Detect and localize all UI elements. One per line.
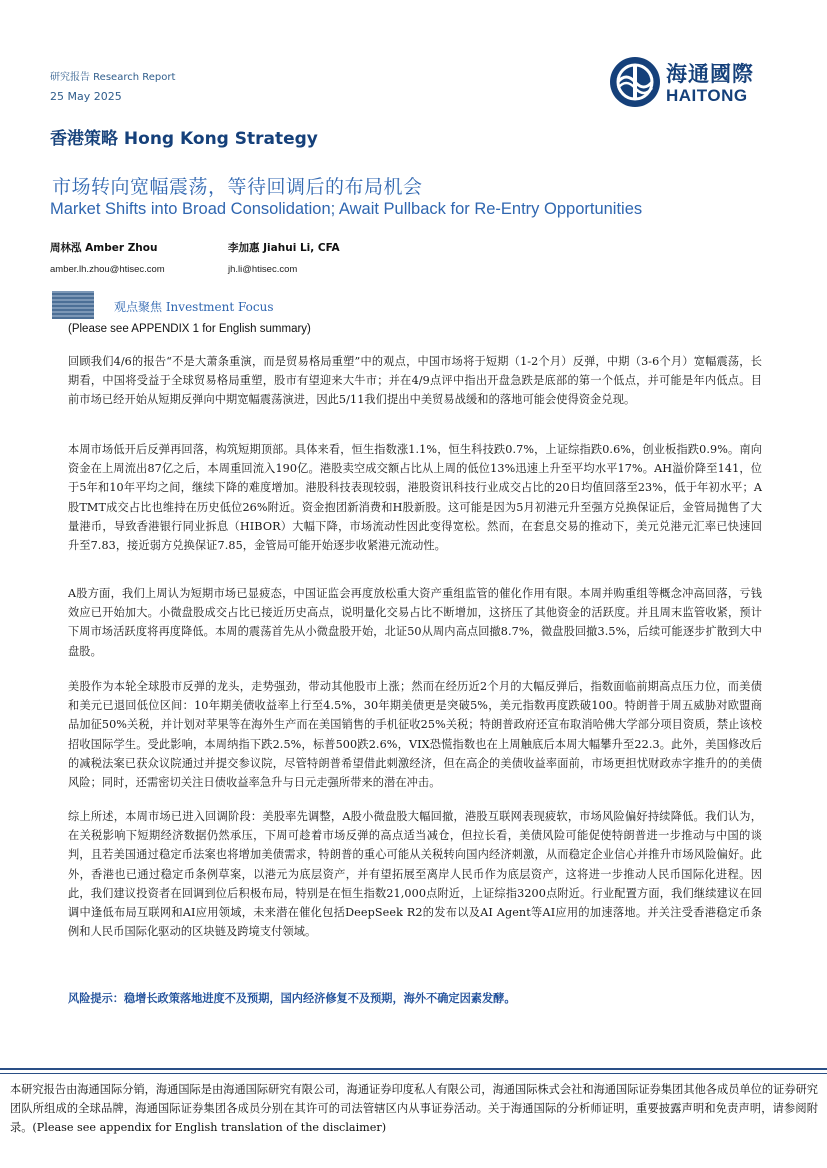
logo-name-cn: 海通國際: [666, 62, 754, 86]
focus-title: 观点聚焦 Investment Focus: [114, 300, 274, 314]
footer-disclaimer: 本研究报告由海通国际分销，海通国际是由海通国际研究有限公司，海通证券印度私人有限公司，海通国际株式会社和海通国际证券集团其他各成员单位的证券研究团队所组成的全球品牌，海通国际证券集团各成员分别在其许可的司法管辖区内从事证券活动。关于海通国际的分析师证明，重要披露声明和免责声明，请参阅附录。(Please see appendix for English translation of the disclaimer): [10, 1083, 818, 1134]
risk-warning: 风险提示：稳增长政策落地进度不及预期，国内经济修复不及预期，海外不确定因素发酵。: [68, 992, 516, 1005]
author-email-2[interactable]: jh.li@htisec.com: [228, 264, 298, 275]
paragraph-3: A股方面，我们上周认为短期市场已显疲态，中国证监会再度放松重大资产重组监管的催化作用有限。本周并购重组等概念冲高回落，亏钱效应已开始加大。小微盘股成交占比已接近历史高点，说明量化交易占比不断增加，这挤压了其他资金的活跃度。并且周末监管收紧，预计下周市场活跃度将再度降低。本周的震荡首先从小微盘股开始，北证50从周内高点回撤8.7%，微盘股回撤3.5%，后续可能逐步扩散到大中盘股。: [68, 587, 762, 658]
focus-bar-decoration: [52, 291, 94, 319]
report-type: 研究报告 Research Report: [50, 72, 176, 83]
haitong-logo-icon: [608, 55, 662, 109]
appendix-note: (Please see APPENDIX 1 for English summary): [68, 323, 311, 335]
paragraph-5: 综上所述，本周市场已进入回调阶段：美股率先调整，A股小微盘股大幅回撤，港股互联网表现疲软，市场风险偏好持续降低。我们认为，在关税影响下短期经济数据仍然承压，下周可趁着市场反弹的高点适当减仓，但拉长看，美债风险可能促使特朗普进一步推动与中国的谈判，且若美国通过稳定币法案也将增加美债需求，特朗普的重心可能从关税转向国内经济刺激，从而稳定企业信心并推升市场风险偏好。此外，香港也已通过稳定币条例草案，以港元为底层资产，并有望拓展至离岸人民币作为底层资产，这将进一步推动人民币国际化进程。因此，我们建议投资者在回调到位后积极布局，特别是在恒生指数21,000点附近，上证综指3200点附近。行业配置方面，我们继续建议在回调中逢低布局互联网和AI应用领域，未来潜在催化包括DeepSeek R2的发布以及AI Agent等AI应用的加速落地。并关注受香港稳定币条例和人民币国际化驱动的区块链及跨境支付领域。: [68, 810, 762, 939]
paragraph-4: 美股作为本轮全球股市反弹的龙头，走势强劲，带动其他股市上涨；然而在经历近2个月的大幅反弹后，指数面临前期高点压力位，而美债和美元已退回低位区间：10年期美债收益率上行至4.5%，30年期美债更是突破5%，美元指数再度跌破100。特朗普于周五威胁对欧盟商品加征50%关税，并计划对苹果等在海外生产而在美国销售的手机征收25%关税；特朗普政府还宣布取消哈佛大学部分项目资质，禁止该校招收国际学生。受此影响，本周纳指下跌2.5%，标普500跌2.6%，VIX恐慌指数也在上周触底后本周大幅攀升至22.3。此外，美国修改后的减税法案已获众议院通过并提交参议院，尽管特朗普希望借此刺激经济，但在高企的美债收益率面前，市场更担忧财政赤字推升的的美债风险；同时，还需密切关注日债收益率急升与日元走强所带来的潜在冲击。: [68, 680, 762, 790]
title-cn: 市场转向宽幅震荡，等待回调后的布局机会: [52, 176, 423, 198]
author-email-1[interactable]: amber.lh.zhou@htisec.com: [50, 264, 165, 275]
paragraph-2: 本周市场低开后反弹再回落，构筑短期顶部。具体来看，恒生指数涨1.1%，恒生科技跌0.7%，上证综指跌0.6%，创业板指跌0.9%。南向资金在上周流出87亿之后，本周重回流入190亿。港股卖空成交额占比从上周的低位13%迅速上升至平均水平17%。AH溢价降至141，位于5年和10年平均之间，继续下降的难度增加。港股科技表现较弱，港股资讯科技行业成交占比的20日均值回落至23%，低于年初水平；A股TMT成交占比也维持在历史低位26%附近。资金抱团新消费和H股新股。这可能是因为5月初港元升至强方兑换保证后，金管局抛售了大量港币，导致香港银行同业拆息（HIBOR）大幅下降，市场流动性因此变得宽松。然而，在套息交易的推动下，美元兑港元汇率已快速回升至7.83，接近弱方兑换保证7.85，金管局可能开始逐步收紧港元流动性。: [68, 443, 762, 553]
author-name-1: 周林泓 Amber Zhou: [50, 242, 158, 254]
title-en: Market Shifts into Broad Consolidation; Await Pullback for Re-Entry Opportunities: [50, 200, 643, 218]
footer-divider-thin: [0, 1073, 827, 1074]
report-date: 25 May 2025: [50, 90, 122, 103]
author-name-2: 李加惠 Jiahui Li, CFA: [228, 242, 340, 254]
logo-name-en: HAITONG: [666, 86, 748, 105]
strategy-label: 香港策略 Hong Kong Strategy: [50, 129, 318, 149]
paragraph-1: 回顾我们4/6的报告“不是大萧条重演，而是贸易格局重塑”中的观点，中国市场将于短期（1-2个月）反弹，中期（3-6个月）宽幅震荡，长期看，中国将受益于全球贸易格局重塑，股市有望迎来大牛市；并在4/9点评中指出开盘急跌是底部的第一个低点，并可能是年内低点。目前市场已经开始从短期反弹向中期宽幅震荡演进，因此5/11我们提出中美贸易战缓和的落地可能会使得资金兑现。: [68, 355, 762, 407]
footer-divider: [0, 1068, 827, 1070]
